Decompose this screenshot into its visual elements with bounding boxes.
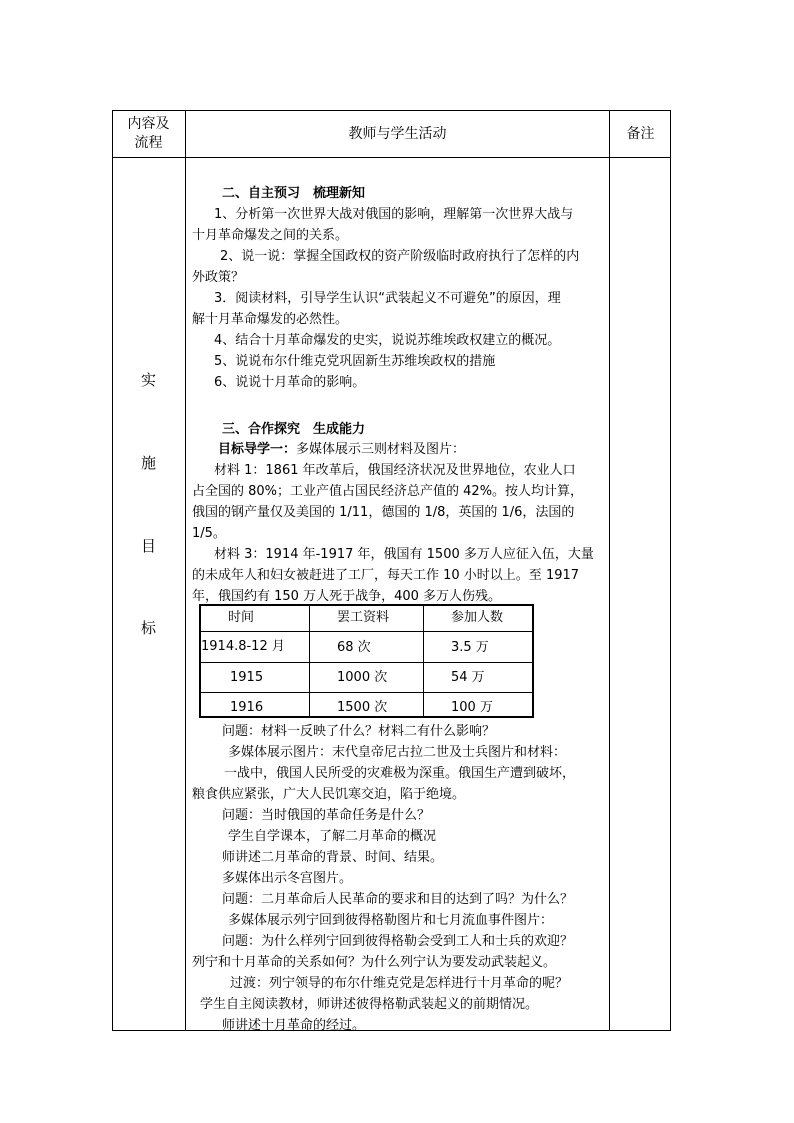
content-line: 材料 3：1914 年-1917 年，俄国有 1500 多万人应征入伍，大量: [214, 547, 594, 562]
side-label-char: 实: [140, 371, 156, 389]
section-heading: 三、合作探究 生成能力: [222, 422, 366, 437]
strike-table-cell: 100 万: [451, 700, 493, 715]
header-content-flow: [112, 115, 185, 153]
content-line: 师讲述十月革命的经过。: [222, 1018, 366, 1033]
strike-table-cell: 1000 次: [337, 670, 388, 685]
side-label-char: 施: [140, 454, 156, 472]
content-line: 学生自学课本，了解二月革命的概况: [228, 829, 437, 844]
content-line: 问题：为什么样列宁回到彼得格勒会受到工人和士兵的欢迎？: [222, 934, 574, 949]
side-label-char: 目: [140, 537, 156, 555]
content-line: 多媒体展示列宁回到彼得格勒图片和七月流血事件图片：: [228, 913, 554, 928]
content-line: 一战中，俄国人民所受的灾难极为深重。俄国生产遭到破坏，: [224, 766, 576, 781]
content-line: 俄国的钢产量仅及美国的 1/11，德国的 1/8，英国的 1/6，法国的: [192, 505, 575, 520]
content-line: 解十月革命爆发的必然性。: [192, 312, 349, 327]
header-content-flow-line2: 流程: [134, 135, 163, 151]
content-line: 多媒体出示冬宫图片。: [222, 871, 353, 886]
header-divider: [112, 157, 671, 158]
strike-table-row-divider: [199, 662, 534, 663]
side-label-char: 标: [140, 619, 156, 637]
content-line: 1、分析第一次世界大战对俄国的影响，理解第一次世界大战与: [214, 207, 574, 222]
header-remarks: 备注: [626, 126, 655, 142]
strike-table-cell: 68 次: [337, 640, 371, 655]
strike-table-row-divider: [199, 692, 534, 693]
strike-table-header: 参加人数: [451, 610, 504, 625]
content-line: 问题：材料一反映了什么？材料二有什么影响？: [222, 724, 496, 739]
content-line: 过渡：列宁领导的布尔什维克党是怎样进行十月革命的呢？: [230, 976, 569, 991]
column-divider: [185, 110, 186, 1031]
strike-table-cell: 1915: [230, 670, 264, 685]
goal-label: 目标导学一：: [218, 442, 297, 457]
content-line: 占全国的 80%；工业产值占国民经济总产值的 42%。按人均计算，: [192, 484, 584, 499]
content-line: 4、结合十月革命爆发的史实，说说苏维埃政权建立的概况。: [214, 333, 561, 348]
content-line: 3．阅读材料，引导学生认识“武装起义不可避免”的原因，理: [214, 291, 561, 306]
content-line: 1/5。: [192, 526, 226, 541]
strike-table-col-divider: [423, 604, 424, 718]
strike-table-col-divider: [309, 604, 310, 718]
content-line: 2、说一说：掌握全国政权的资产阶级临时政府执行了怎样的内: [220, 249, 580, 264]
goal-text: 多媒体展示三则材料及图片：: [296, 442, 466, 457]
strike-table-cell: 1916: [230, 700, 264, 715]
column-divider: [609, 110, 610, 1031]
strike-table-cell: 54 万: [451, 670, 485, 685]
section-heading: 二、自主预习 梳理新知: [222, 186, 366, 201]
content-line: 外政策？: [192, 270, 245, 285]
content-line: [218, 439, 465, 460]
content-line: 列宁和十月革命的关系如何？为什么列宁认为要发动武装起义。: [192, 955, 557, 970]
content-line: 师讲述二月革命的背景、时间、结果。: [222, 850, 444, 865]
strike-table-header: 罢工资料: [337, 610, 390, 625]
strike-table-header: 时间: [228, 610, 255, 625]
header-activities: 教师与学生活动: [348, 126, 447, 142]
strike-table-cell: 3.5 万: [451, 640, 489, 655]
content-line: 材料 1：1861 年改革后，俄国经济状况及世界地位，农业人口: [214, 463, 576, 478]
content-line: 问题：当时俄国的革命任务是什么？: [222, 808, 431, 823]
strike-table-row-divider: [199, 631, 534, 632]
content-line: 的未成年人和妇女被赶进了工厂，每天工作 10 小时以上。至 1917: [192, 568, 580, 583]
content-line: 十月革命爆发之间的关系。: [192, 228, 349, 243]
header-content-flow-line1: 内容及: [127, 116, 170, 132]
content-line: 5、说说布尔什维克党巩固新生苏维埃政权的措施: [214, 354, 496, 369]
content-line: 多媒体展示图片：末代皇帝尼古拉二世及士兵图片和材料：: [228, 745, 567, 760]
content-line: 年，俄国约有 150 万人死于战争，400 多万人伤残。: [192, 589, 502, 604]
content-line: 学生自主阅读教材，师讲述彼得格勒武装起义的前期情况。: [200, 997, 539, 1012]
content-line: 6、说说十月革命的影响。: [214, 375, 366, 390]
strike-table-cell: 1500 次: [337, 700, 388, 715]
content-line: 粮食供应紧张，广大人民饥寒交迫，陷于绝境。: [192, 787, 466, 802]
strike-table-cell: 1914.8-12 月: [201, 639, 285, 654]
content-line: 问题：二月革命后人民革命的要求和目的达到了吗？为什么？: [222, 892, 574, 907]
